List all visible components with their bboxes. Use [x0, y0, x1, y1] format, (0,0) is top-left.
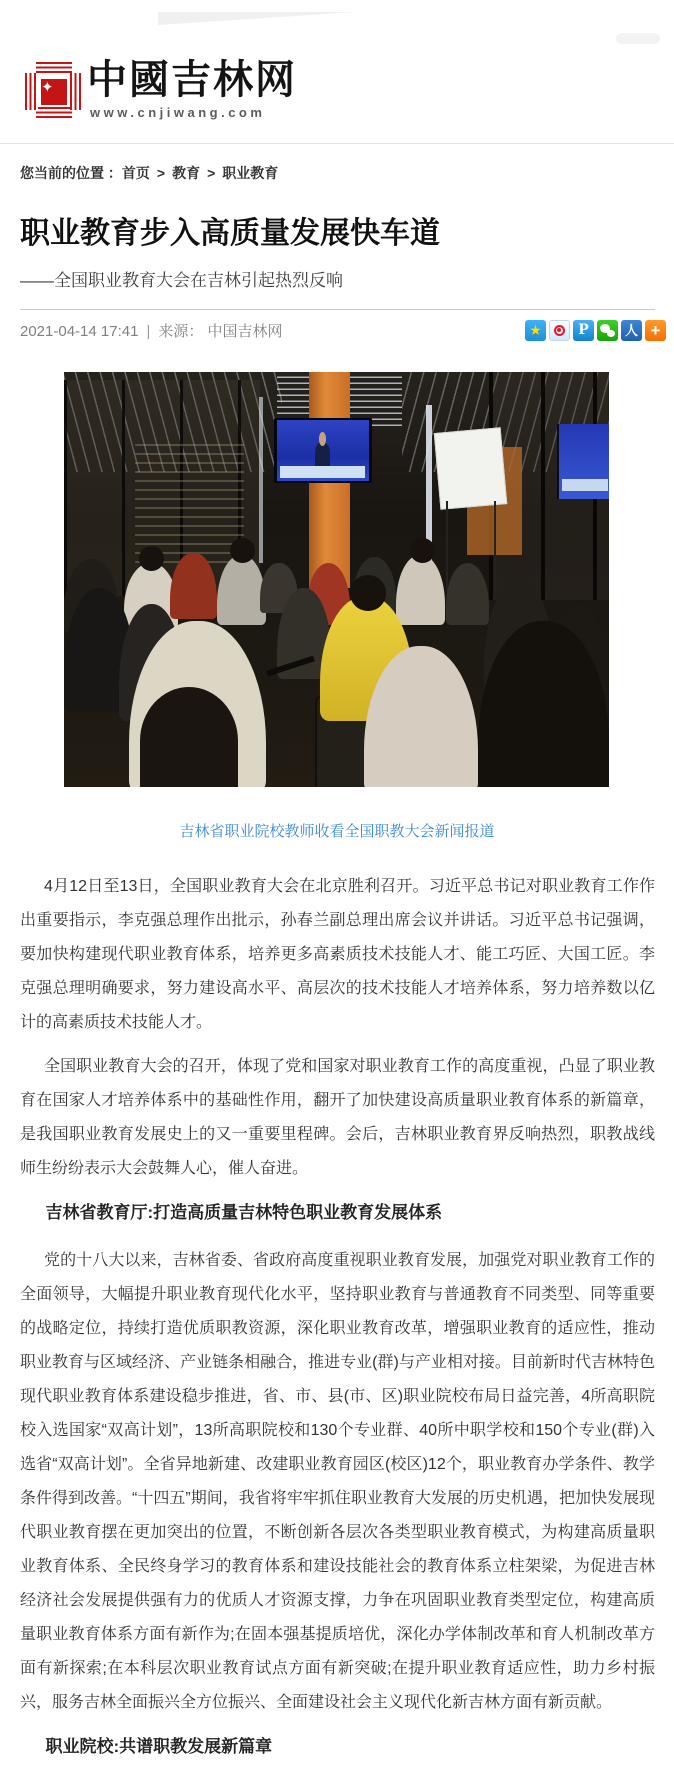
photo-person-head — [410, 538, 435, 563]
section-heading-education-department: 吉林省教育厅:打造高质量吉林特色职业教育发展体系 — [45, 1203, 443, 1222]
publish-datetime: 2021-04-14 17:41 — [20, 322, 139, 340]
article-body — [20, 870, 655, 1778]
photo-person-head — [350, 575, 385, 610]
decor-artifact — [616, 33, 660, 44]
weibo-icon — [554, 325, 565, 336]
photo-tv-anchor — [315, 442, 331, 466]
article-meta-row — [20, 316, 666, 344]
plus-icon: + — [650, 320, 661, 340]
tencent-weibo-share-button[interactable] — [573, 320, 594, 341]
site-name: 中國吉林网 — [87, 56, 297, 103]
star-icon — [41, 79, 67, 105]
article-paragraph: 党的十八大以来，吉林省委、省政府高度重视职业教育发展，加强党对职业教育工作的全面领导，大幅提升职业教育现代化水平，坚持职业教育与普通教育不同类型、同等重要的战略定位，持续打造优质职教资源，深化职业教育改革，增强职业教育的适应性，推动职业教育与区域经济、产业链条相融合，推进专业(群)与产业相对接。目前新时代吉林特色现代职业教育体系建设稳步推进，省、市、县(市、区)职业院校布局日益完善，4所高职院校入选国家“双高计划”，13所高职院校和130个专业群、40所中职学校和150个专业(群)入选省“双高计划”。全省异地新建、改建职业教育园区(校区)12个，职业教育办学条件、教学条件得到改善。“十四五”期间，我省将牢牢抓住职业教育大发展的历史机遇，把加快发展现代职业教育摆在更加突出的位置，不断创新各层次各类型职业教育模式，为构建高质量职业教育体系、全民终身学习的教育体系和建设技能社会的教育体系立柱架梁，为促进吉林经济社会发展提供强有力的优质人才资源支撑，力争在巩固职业教育类型定位，构建高质量职业教育体系方面有新作为;在固本强基提质培优，深化办学体制改革和育人机制改革方面有新探索;在本科层次职业教育试点方面有新突破;在提升职业教育适应性，助力乡村振兴，服务吉林全面振兴全方位振兴、全面建设社会主义现代化新吉林方面有新贡献。 — [20, 1252, 655, 1711]
qzone-share-button[interactable] — [525, 320, 546, 341]
renren-icon: 人 — [624, 322, 638, 338]
article-title: 职业教育步入高质量发展快车道 — [20, 217, 440, 250]
photo-tv — [274, 418, 372, 484]
meta-divider — [20, 309, 655, 310]
photo-person-head — [139, 546, 164, 571]
photo-tv-screen — [277, 420, 369, 480]
page-curl-artifact — [158, 12, 356, 25]
breadcrumb-label: 您当前的位置 ： — [20, 165, 122, 181]
site-url: www.cnjiwang.com — [90, 105, 266, 120]
more-share-button[interactable] — [645, 320, 666, 341]
article-paragraph: 4月12日至13日，全国职业教育大会在北京胜利召开。习近平总书记对职业教育工作作出重要指示，李克强总理作出批示，孙春兰副总理出席会议并讲话。习近平总书记强调，要加快构建现代职业教育体系，培养更多高素质技术技能人才、能工巧匠、大国工匠。李克强总理明确要求，努力建设高水平、高层次的技术技能人才培养体系，努力培养数以亿计的高素质技术技能人才。 — [20, 878, 655, 1031]
photo-light-strip — [259, 397, 263, 563]
section-heading-vocational-colleges: 职业院校:共谱职教发展新篇章 — [45, 1737, 273, 1756]
article-paragraph: 全国职业教育大会的召开，体现了党和国家对职业教育工作的高度重视，凸显了职业教育在国家人才培养体系中的基础性作用，翻开了加快建设高质量职业教育体系的新篇章，是我国职业教育发展史上的又一重要里程碑。会后，吉林职业教育界反响热烈，职教战线师生纷纷表示大会鼓舞人心，催人奋进。 — [20, 1058, 655, 1177]
site-logo[interactable] — [25, 57, 297, 122]
star-icon: ★ — [529, 322, 542, 338]
photo-tv-anchor-head — [319, 432, 326, 445]
breadcrumb-vocational-education-link[interactable]: 职业教育 — [222, 165, 279, 181]
article-photo — [64, 372, 609, 787]
photo-caption: 吉林省职业院校教师收看全国职教大会新闻报道 — [179, 823, 495, 840]
photo-whiteboard — [434, 427, 508, 509]
tencent-weibo-icon: P — [578, 322, 589, 338]
article-meta — [20, 320, 283, 341]
source-name: 中国吉林网 — [207, 322, 283, 340]
wechat-share-button[interactable] — [597, 320, 618, 341]
sina-weibo-share-button[interactable] — [549, 320, 570, 341]
breadcrumb-home-link[interactable]: 首页 — [121, 165, 150, 181]
photo-tv-caption-band — [562, 479, 608, 491]
breadcrumb-separator: > — [156, 165, 166, 181]
photo-person-head — [230, 538, 255, 563]
photo-person-hair — [140, 687, 238, 787]
header-divider — [0, 143, 674, 144]
breadcrumb — [20, 163, 278, 183]
share-bar — [525, 320, 666, 341]
wechat-bubble-icon — [607, 330, 615, 337]
source-label: 来源： — [158, 322, 204, 340]
article-subtitle: ——全国职业教育大会在吉林引起热烈反响 — [20, 271, 343, 290]
logo-seal-icon — [25, 62, 83, 122]
photo-tv-caption-band — [280, 466, 365, 478]
photo-shelf — [135, 438, 244, 563]
breadcrumb-education-link[interactable]: 教育 — [172, 165, 201, 181]
renren-share-button[interactable] — [621, 320, 642, 341]
meta-separator: | — [146, 322, 151, 340]
breadcrumb-separator: > — [207, 165, 216, 181]
photo-tv-right — [557, 424, 609, 499]
